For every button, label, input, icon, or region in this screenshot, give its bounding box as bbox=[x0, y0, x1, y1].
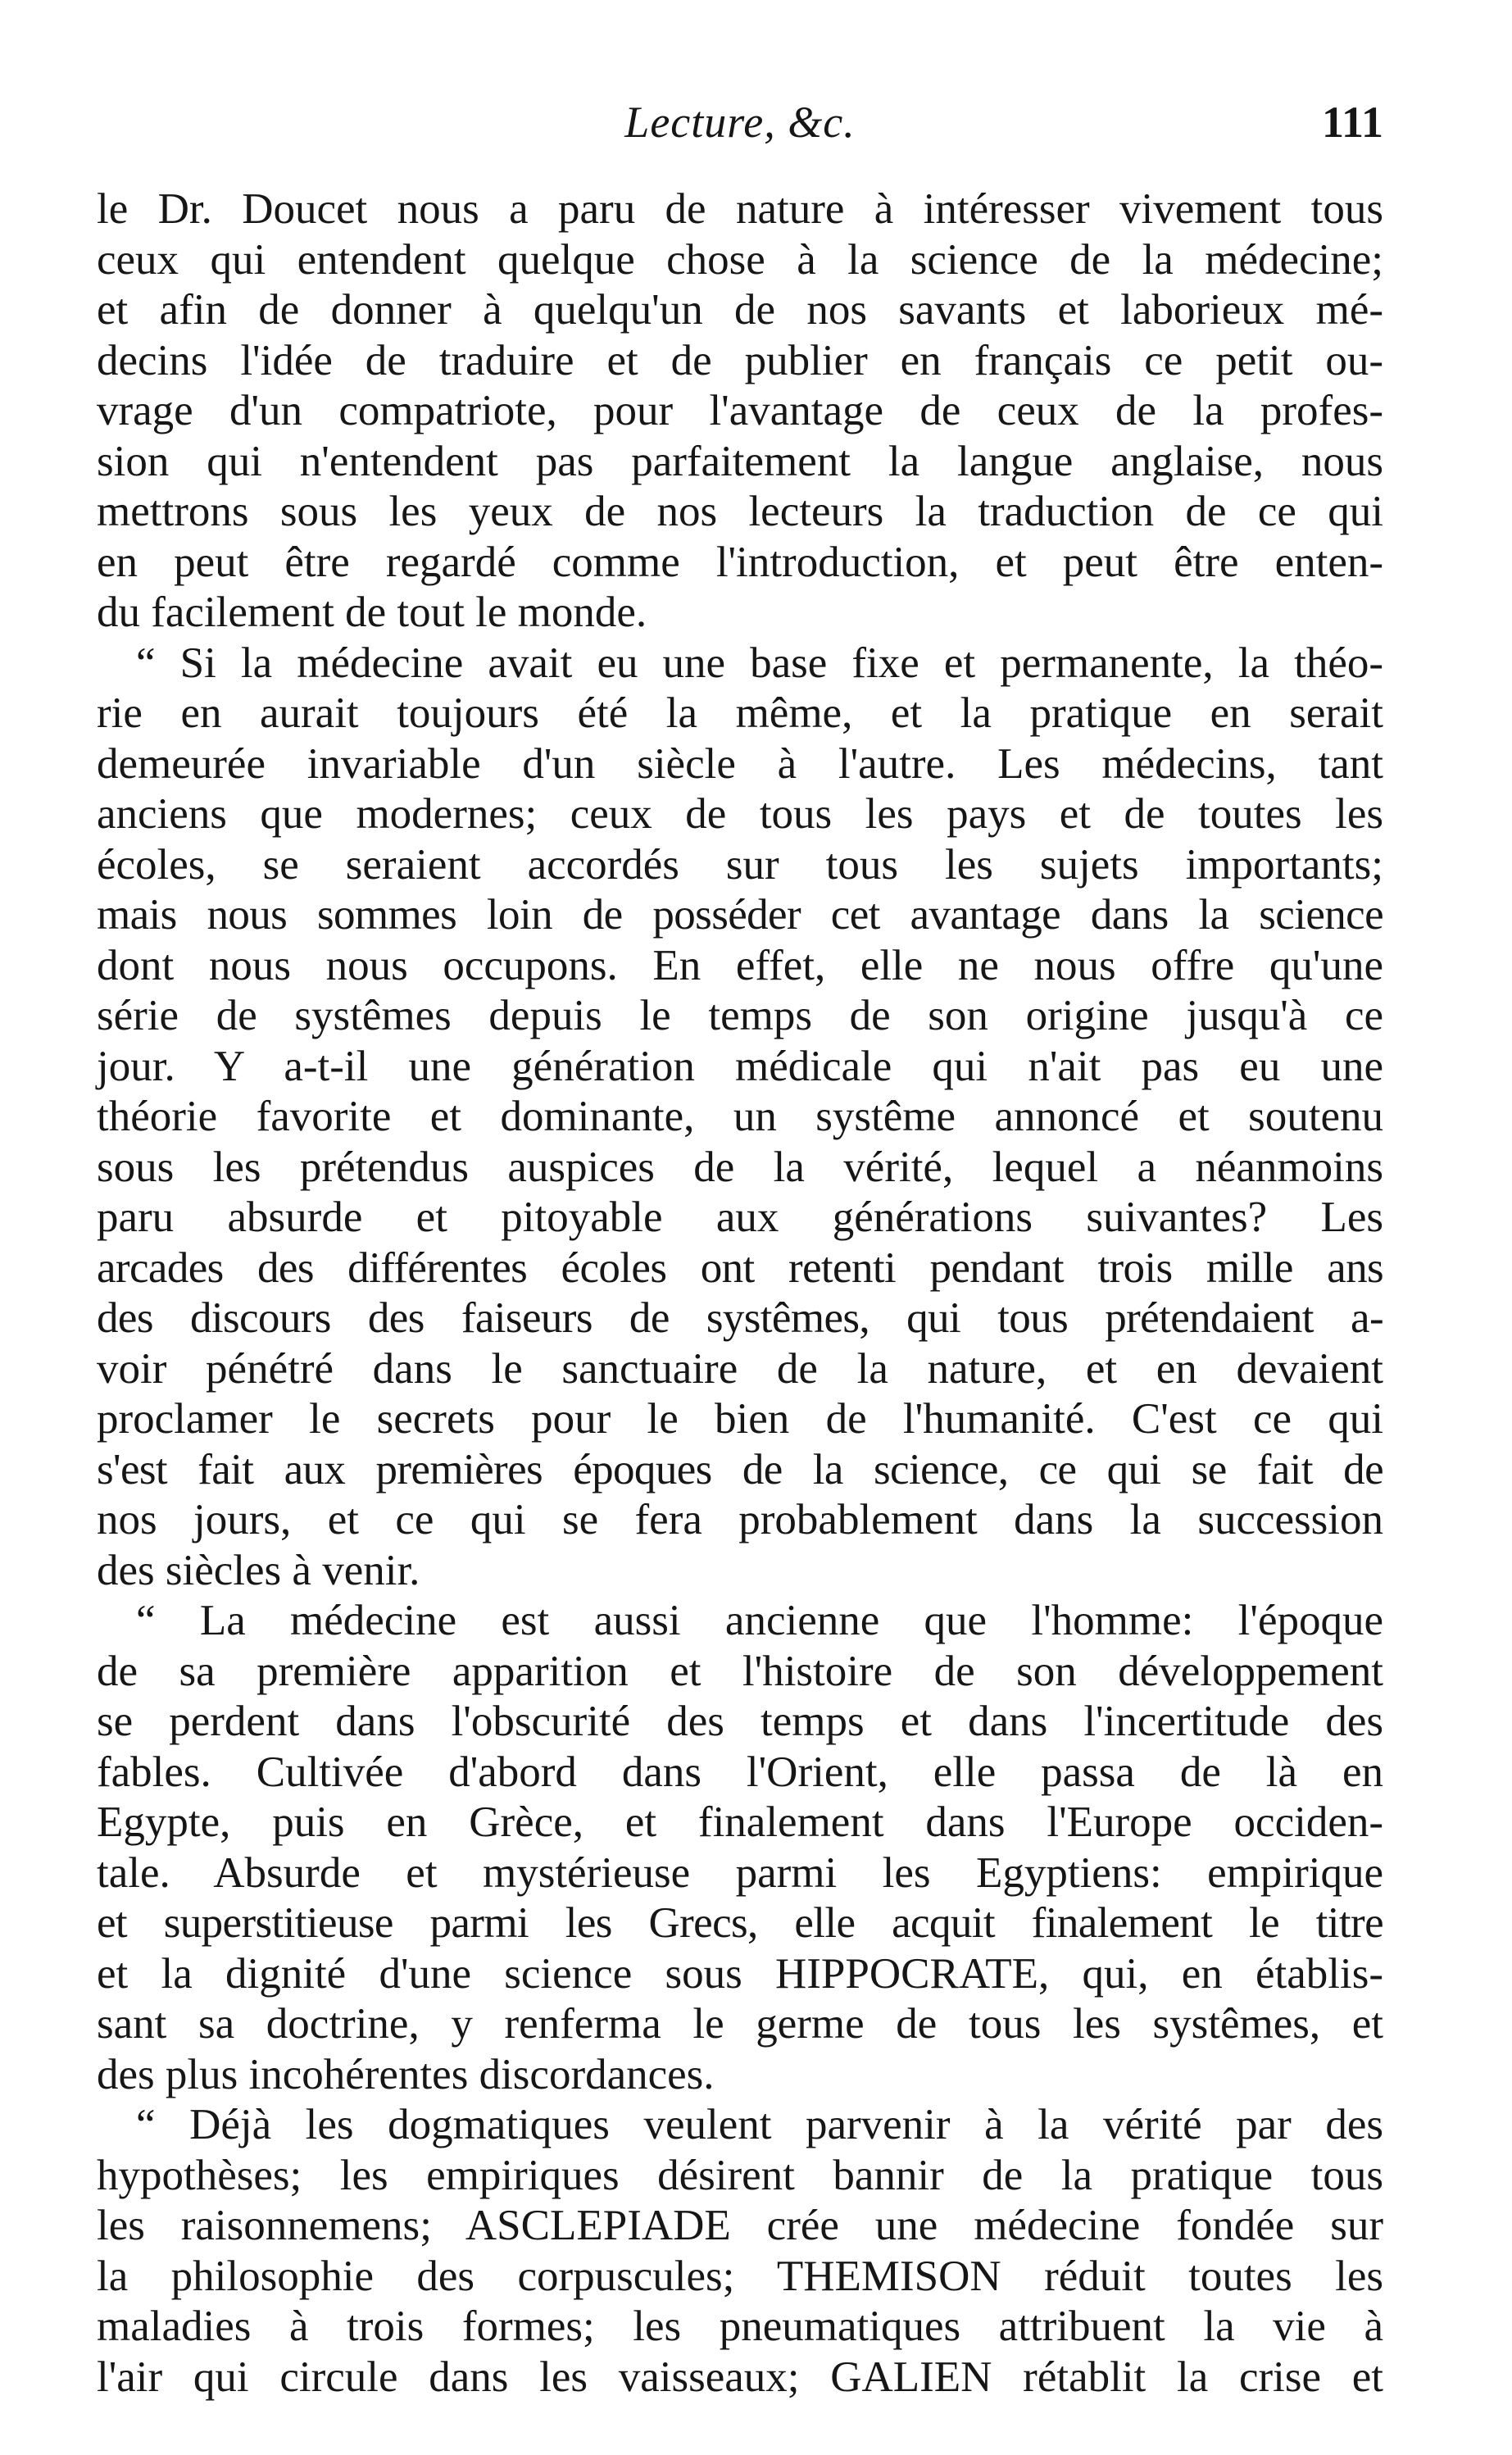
text-line: des discours des faiseurs de systêmes, qui tous prétendaient a- bbox=[97, 1294, 1383, 1342]
text-line: fables. Cultivée d'abord dans l'Orient, elle passa de là en bbox=[97, 1748, 1383, 1796]
text-line: proclamer le secrets pour le bien de l'humanité. C'est ce qui bbox=[97, 1395, 1383, 1443]
text-line: en peut être regardé comme l'introduction, et peut être enten- bbox=[97, 538, 1383, 586]
text-line: vrage d'un compatriote, pour l'avantage de ceux de la profes- bbox=[97, 387, 1383, 434]
text-line: sion qui n'entendent pas parfaitement la langue anglaise, nous bbox=[97, 437, 1383, 485]
text-line: théorie favorite et dominante, un systême annoncé et soutenu bbox=[97, 1093, 1383, 1140]
text-line: jour. Y a-t-il une génération médicale qui n'ait pas eu une bbox=[97, 1042, 1383, 1090]
paragraph-first-line: “ Déjà les dogmatiques veulent parvenir à la vérité par des bbox=[136, 2101, 1383, 2148]
text-line: voir pénétré dans le sanctuaire de la nature, et en devaient bbox=[97, 1344, 1383, 1393]
text-line: nos jours, et ce qui se fera probablement dans la succession bbox=[97, 1496, 1383, 1543]
text-line: decins l'idée de traduire et de publier en français ce petit ou- bbox=[97, 336, 1383, 384]
text-line: rie en aurait toujours été la même, et la pratique en serait bbox=[97, 689, 1383, 737]
text-line: arcades des différentes écoles ont retenti pendant trois mille ans bbox=[97, 1243, 1383, 1292]
text-line: mais nous sommes loin de posséder cet avantage dans la science bbox=[97, 891, 1383, 939]
text-line: la philosophie des corpuscules; THEMISON réduit toutes les bbox=[97, 2252, 1383, 2300]
text-line: hypothèses; les empiriques désirent bannir de la pratique tous bbox=[97, 2151, 1383, 2199]
running-head bbox=[97, 97, 1383, 154]
text-line: des plus incohérentes discordances. bbox=[97, 2050, 715, 2098]
text-line: et afin de donner à quelqu'un de nos savants et laborieux mé- bbox=[97, 286, 1383, 334]
paragraph-first-line: “ La médecine est aussi ancienne que l'homme: l'époque bbox=[136, 1597, 1383, 1644]
text-line: l'air qui circule dans les vaisseaux; GALIEN rétablit la crise et bbox=[97, 2353, 1383, 2401]
text-line: s'est fait aux premières époques de la science, ce qui se fait de bbox=[97, 1445, 1383, 1493]
running-title: Lecture, &c. bbox=[624, 98, 856, 147]
text-line: anciens que modernes; ceux de tous les pays et de toutes les bbox=[97, 790, 1383, 838]
text-line: écoles, se seraient accordés sur tous les sujets importants; bbox=[97, 840, 1383, 889]
text-line: les raisonnemens; ASCLEPIADE crée une médecine fondée sur bbox=[97, 2202, 1383, 2249]
text-line: le Dr. Doucet nous a paru de nature à intéresser vivement tous bbox=[97, 185, 1383, 233]
text-line: des siècles à venir. bbox=[97, 1546, 420, 1594]
text-line: Egypte, puis en Grèce, et finalement dans l'Europe occiden- bbox=[97, 1798, 1383, 1846]
body-text bbox=[97, 184, 1383, 2403]
text-line: mettrons sous les yeux de nos lecteurs la traduction de ce qui bbox=[97, 488, 1383, 535]
text-line: série de systêmes depuis le temps de son origine jusqu'à ce bbox=[97, 992, 1383, 1039]
page-number: 111 bbox=[1321, 98, 1383, 147]
text-line: maladies à trois formes; les pneumatiques attribuent la vie à bbox=[97, 2303, 1383, 2350]
text-line: et superstitieuse parmi les Grecs, elle acquit finalement le titre bbox=[97, 1899, 1383, 1947]
text-line: du facilement de tout le monde. bbox=[97, 589, 647, 636]
text-line: tale. Absurde et mystérieuse parmi les Egyptiens: empirique bbox=[97, 1848, 1383, 1897]
text-line: ceux qui entendent quelque chose à la science de la médecine; bbox=[97, 235, 1383, 284]
text-line: sous les prétendus auspices de la vérité, lequel a néanmoins bbox=[97, 1143, 1383, 1191]
text-line: de sa première apparition et l'histoire de son développement bbox=[97, 1647, 1383, 1695]
text-line: dont nous nous occupons. En effet, elle ne nous offre qu'une bbox=[97, 941, 1383, 989]
text-line: paru absurde et pitoyable aux générations suivantes? Les bbox=[97, 1193, 1383, 1241]
text-line: se perdent dans l'obscurité des temps et dans l'incertitude des bbox=[97, 1698, 1383, 1745]
text-line: et la dignité d'une science sous HIPPOCRATE, qui, en établis- bbox=[97, 1949, 1383, 1998]
text-line: sant sa doctrine, y renferma le germe de tous les systêmes, et bbox=[97, 2000, 1383, 2048]
text-line: demeurée invariable d'un siècle à l'autre. Les médecins, tant bbox=[97, 739, 1383, 788]
paragraph-first-line: “ Si la médecine avait eu une base fixe et permanente, la théo- bbox=[136, 639, 1383, 687]
